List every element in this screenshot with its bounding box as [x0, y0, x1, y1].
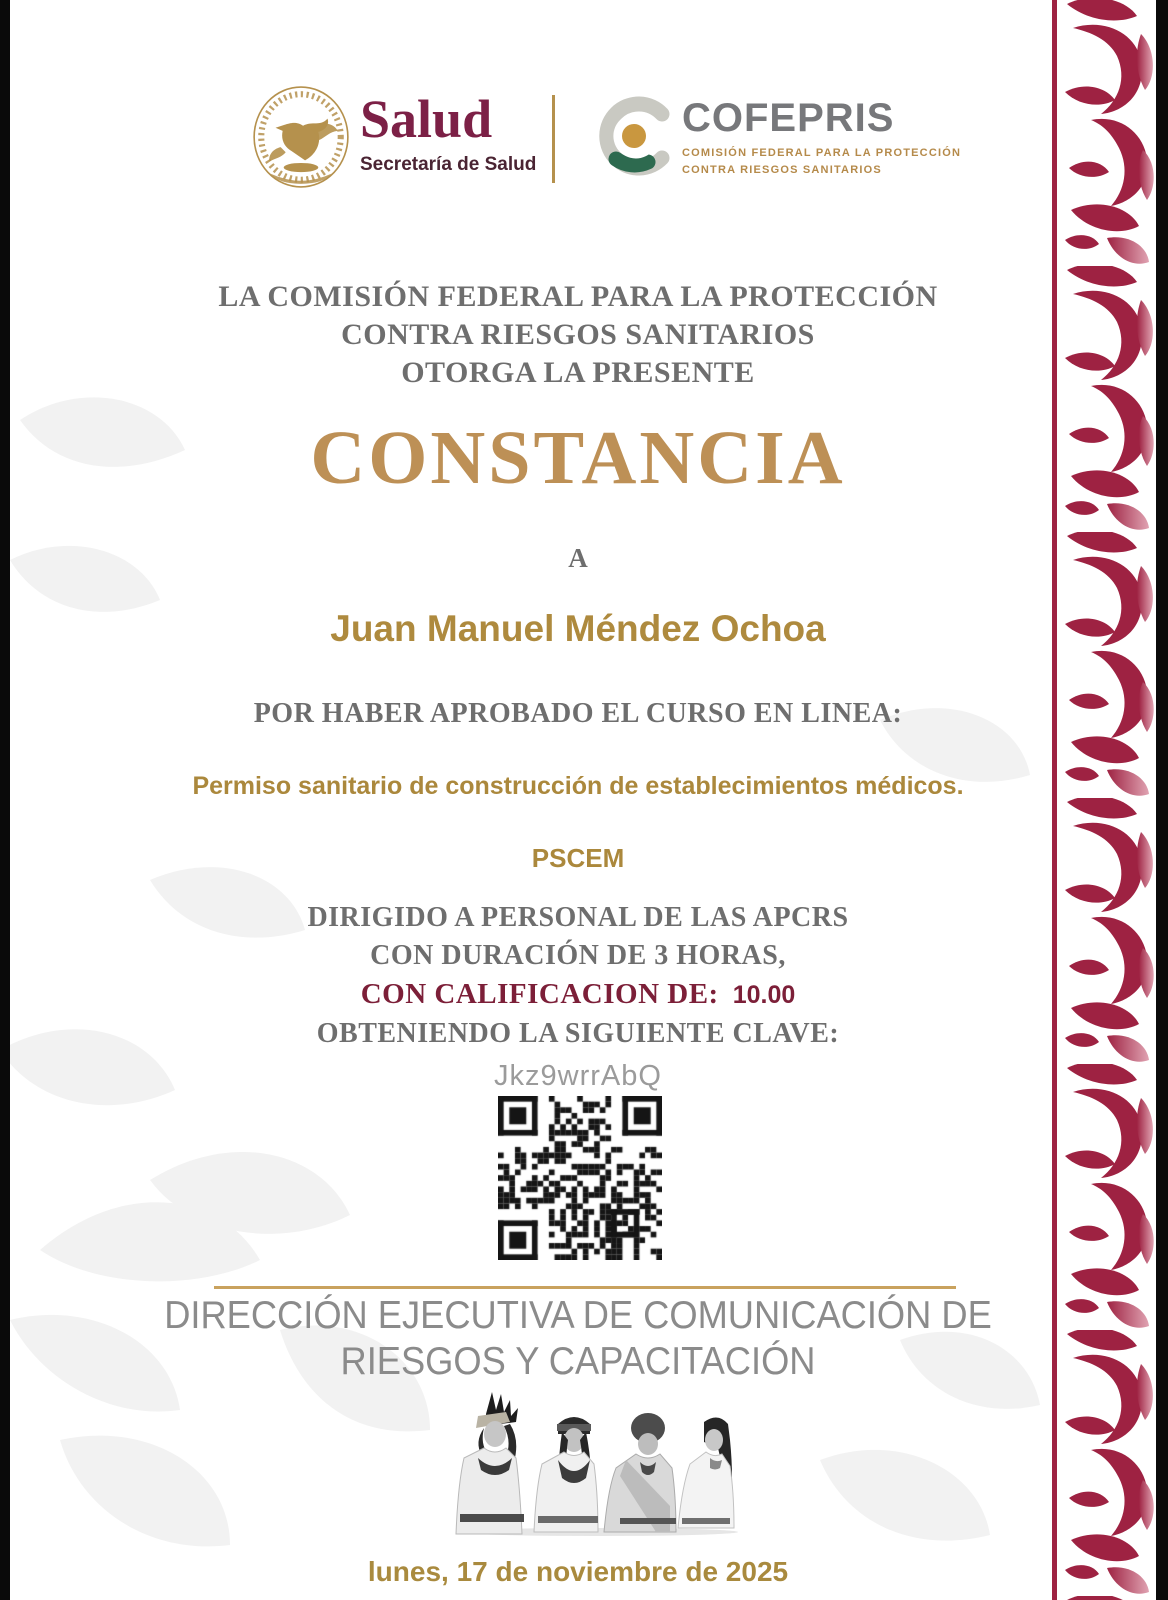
header-divider — [552, 95, 555, 183]
intro-line-2: CONTRA RIESGOS SANITARIOS — [341, 318, 815, 351]
signature-rule — [214, 1286, 956, 1289]
mexican-eagle-seal-icon — [250, 84, 352, 192]
cofepris-ring-icon — [596, 96, 672, 176]
salud-subtitle: Secretaría de Salud — [360, 154, 537, 175]
left-edge-strip — [0, 0, 10, 1600]
decorative-border-pattern — [1063, 0, 1156, 1600]
duration-line: CON DURACIÓN DE 3 HORAS, — [370, 940, 786, 971]
intro-line-3: OTORGA LA PRESENTE — [401, 356, 755, 389]
salud-wordmark — [360, 89, 537, 176]
clave-text: Jkz9wrrAbQ — [494, 1060, 662, 1092]
cofepris-wordmark — [682, 98, 961, 179]
cofepris-tagline-2: CONTRA RIESGOS SANITARIOS — [682, 164, 882, 177]
to-label: A — [568, 543, 588, 573]
cofepris-brand-text: COFEPRIS — [682, 96, 895, 140]
course-intro: POR HABER APROBADO EL CURSO EN LINEA: — [253, 698, 903, 729]
qr-code — [498, 1096, 662, 1260]
recipient-name: Juan Manuel Méndez Ochoa — [330, 608, 826, 649]
clave-intro-line: OBTENIENDO LA SIGUIENTE CLAVE: — [316, 1018, 840, 1049]
course-name: Permiso sanitario de construcción de establecimientos médicos. — [192, 772, 964, 800]
department-line-2: RIESGOS Y CAPACITACIÓN — [340, 1340, 816, 1383]
course-code: PSCEM — [531, 843, 625, 873]
department-line-1: DIRECCIÓN EJECUTIVA DE COMUNICACIÓN DE — [164, 1294, 992, 1337]
audience-line: DIRIGIDO A PERSONAL DE LAS APCRS — [307, 902, 849, 933]
grade-label: CON CALIFICACION DE: — [360, 978, 719, 1010]
certificate-title: CONSTANCIA — [310, 416, 846, 500]
grade-line — [0, 978, 1156, 1011]
border-inner-rule — [1052, 0, 1057, 1600]
issue-date: lunes, 17 de noviembre de 2025 — [367, 1556, 789, 1587]
intro-line-1: LA COMISIÓN FEDERAL PARA LA PROTECCIÓN — [218, 280, 938, 313]
right-edge-strip — [1156, 0, 1168, 1600]
salud-brand-text: Salud — [360, 89, 493, 149]
cofepris-tagline-1: COMISIÓN FEDERAL PARA LA PROTECCIÓN — [682, 147, 962, 159]
indigenous-women-illustration — [438, 1388, 762, 1536]
grade-value: 10.00 — [732, 981, 796, 1009]
